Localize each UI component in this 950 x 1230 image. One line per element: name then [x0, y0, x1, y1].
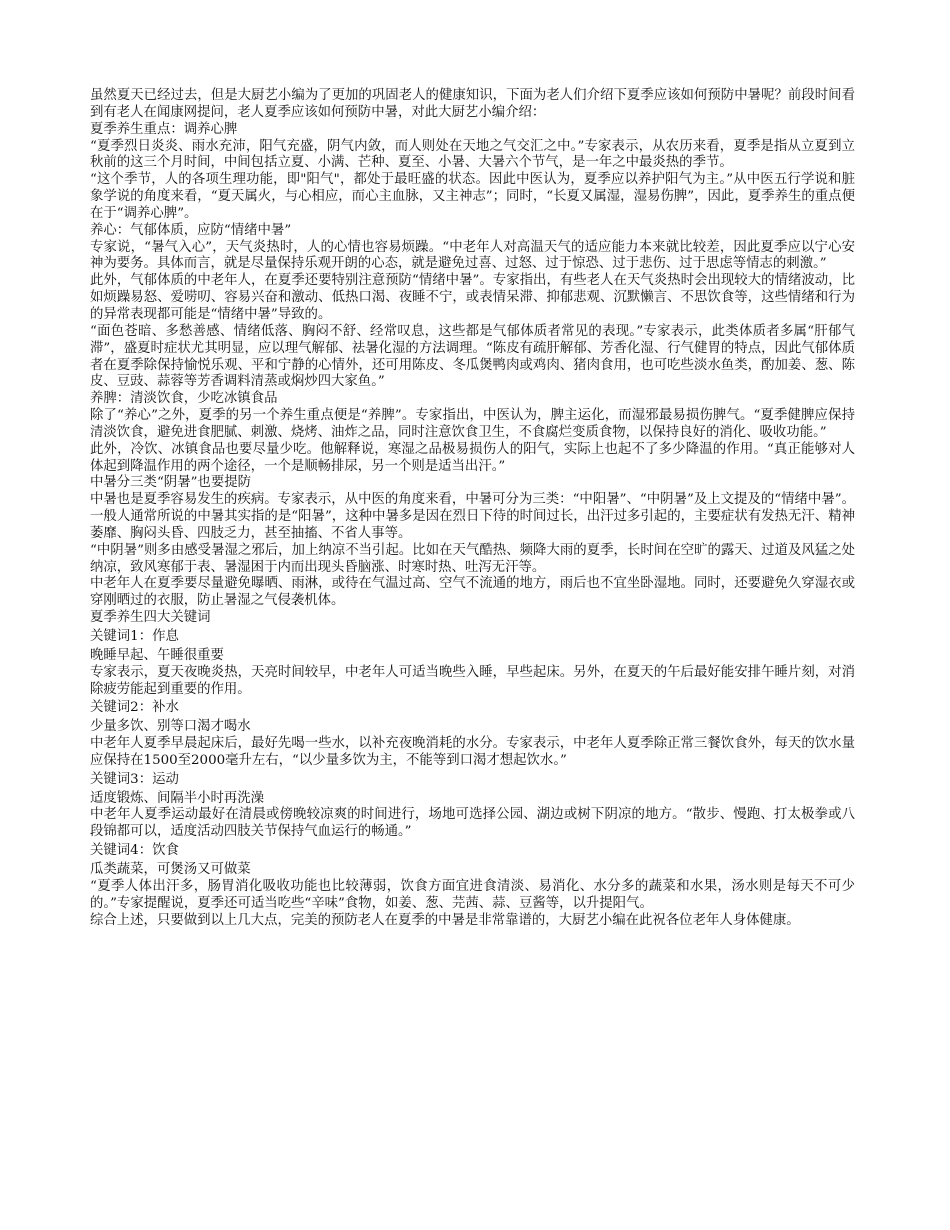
paragraph: “这个季节，人的各项生理功能，即"阳气"，都处于最旺盛的状态。因此中医认为，夏季应以养护阳气为主。”从中医五行学说和脏象学说的角度来看，“夏天属火，与心相应，而心主血脉，又主神志”；同时，“长夏又属湿，湿易伤脾”，因此，夏季养生的重点便在于“调养心脾”。 — [90, 172, 855, 221]
keyword-heading-4: 关键词4：饮食 — [90, 843, 179, 859]
paragraph: 中老年人夏季早晨起床后，最好先喝一些水，以补充夜晚消耗的水分。专家表示，中老年人夏季除正常三餐饮食外，每天的饮水量应保持在1500至2000毫升左右，“以少量多饮为主，不能等到口渴才想起饮水。” — [90, 736, 855, 768]
paragraph: “面色苍暗、多愁善感、情绪低落、胸闷不舒、经常叹息，这些都是气郁体质者常见的表现。”专家表示，此类体质者多属“肝郁气滞”，盛夏时症状尤其明显，应以理气解郁、祛暑化湿的方法调理。“陈皮有疏肝解郁、芳香化湿、行气健胃的特点，因此气郁体质者在夏季除保持愉悦乐观、平和宁静的心情外，还可用陈皮、冬瓜煲鸭肉或鸡肉、猪肉食用，也可吃些淡水鱼类，酌加姜、葱、陈皮、豆豉、蒜蓉等芳香调料清蒸或焖炒四大家鱼。” — [90, 323, 855, 390]
keyword-subheading-4: 瓜类蔬菜，可煲汤又可做菜 — [90, 861, 251, 877]
section-heading-summer-focus: 夏季养生重点：调养心脾 — [90, 121, 238, 137]
paragraph: “夏季人体出汗多，肠胃消化吸收功能也比较薄弱，饮食方面宜进食清淡、易消化、水分多的蔬菜和水果，汤水则是每天不可少的。”专家提醒说，夏季还可适当吃些“辛味”食物，如姜、葱、芫茜、蒜、豆酱等，以升提阳气。 — [90, 878, 855, 911]
intro-paragraph: 虽然夏天已经过去，但是大厨艺小编为了更加的巩固老人的健康知识，下面为老人们介绍下夏季应该如何预防中暑呢？前段时间看到有老人在闻康网提问，老人夏季应该如何预防中暑，对此大厨艺小编介绍： — [90, 88, 855, 120]
section-heading-nourish-spleen: 养脾：清淡饮食，少吃冰镇食品 — [90, 391, 278, 407]
keyword-heading-1: 关键词1：作息 — [90, 629, 179, 644]
keyword-subheading-1: 晚睡早起、午睡很重要 — [90, 647, 224, 663]
keyword-heading-2: 关键词2：补水 — [90, 700, 179, 716]
paragraph: 中暑也是夏季容易发生的疾病。专家表示，从中医的角度来看，中暑可分为三类：“中阳暑”、“中阴暑”及上文提及的“情绪中暑”。一般人通常所说的中暑其实指的是“阳暑”，这种中暑多是因在烈日下待的时间过长，出汗过多引起的，主要症状有发热无汗、精神萎靡、胸闷头昏、四肢乏力，甚至抽搐、不省人事等。 — [90, 492, 855, 541]
paragraph: “中阴暑”则多由感受暑湿之邪后，加上纳凉不当引起。比如在天气酷热、频降大雨的夏季，长时间在空旷的露天、过道及风猛之处纳凉，致风寒郁于表、暑湿困于内而出现头昏脑涨、时寒时热、吐泻无汗等。 — [90, 542, 855, 575]
paragraph: 除了“养心”之外，夏季的另一个养生重点便是“养脾”。专家指出，中医认为，脾主运化，而湿邪最易损伤脾气。“夏季健脾应保持清淡饮食，避免进食肥腻、刺激、烧烤、油炸之品，同时注意饮食卫生，不食腐烂变质食物，以保持良好的消化、吸收功能。” — [90, 408, 855, 440]
section-heading-nourish-heart: 养心：气郁体质，应防“情绪中暑” — [90, 222, 292, 238]
paragraph: 此外，冷饮、冰镇食品也要尽量少吃。他解释说，寒湿之品极易损伤人的阳气，实际上也起不了多少降温的作用。“真正能够对人体起到降温作用的两个途径，一个是顺畅排尿，另一个则是适当出汗。” — [90, 441, 855, 474]
keyword-heading-3: 关键词3：运动 — [90, 771, 179, 787]
keyword-subheading-2: 少量多饮、别等口渴才喝水 — [90, 719, 251, 735]
conclusion-paragraph: 综合上述，只要做到以上几大点，完美的预防老人在夏季的中暑是非常靠谱的，大厨艺小编在此祝各位老年人身体健康。 — [90, 912, 800, 928]
paragraph: 中老年人在夏季要尽量避免曝晒、雨淋，或待在气温过高、空气不流通的地方，雨后也不宜坐卧湿地。同时，还要避免久穿湿衣或穿刚晒过的衣服，防止暑湿之气侵袭机体。 — [90, 576, 855, 609]
paragraph: 专家表示，夏天夜晚炎热，天亮时间较早，中老年人可适当晚些入睡，早些起床。另外，在夏天的午后最好能安排午睡片刻，对消除疲劳能起到重要的作用。 — [90, 664, 855, 697]
keyword-subheading-3: 适度锻炼、间隔半小时再洗澡 — [90, 790, 265, 806]
paragraph: “夏季烈日炎炎、雨水充沛，阳气充盛，阴气内敛，而人则处在天地之气交汇之中。”专家表示，从农历来看，夏季是指从立夏到立秋前的这三个月时间，中间包括立夏、小满、芒种、夏至、小暑、大暑六个节气，是一年之中最炎热的季节。 — [90, 138, 855, 171]
article-body — [90, 88, 855, 929]
section-heading-heatstroke-types: 中暑分三类“阴暑”也要提防 — [90, 475, 251, 491]
section-heading-four-keywords: 夏季养生四大关键词 — [90, 610, 211, 626]
paragraph: 中老年人夏季运动最好在清晨或傍晚较凉爽的时间进行，场地可选择公园、湖边或树下阴凉的地方。“散步、慢跑、打太极拳或八段锦都可以，适度活动四肢关节保持气血运行的畅通。” — [90, 807, 855, 840]
paragraph: 专家说，“暑气入心”，天气炎热时，人的心情也容易烦躁。“中老年人对高温天气的适应能力本来就比较差，因此夏季应以宁心安神为要务。具体而言，就是尽量保持乐观开朗的心态，就是避免过喜、过怒、过于惊恐、过于悲伤、过于思虑等情志的刺激。” — [90, 239, 855, 272]
paragraph: 此外，气郁体质的中老年人，在夏季还要特别注意预防“情绪中暑”。专家指出，有些老人在天气炎热时会出现较大的情绪波动，比如烦躁易怒、爱唠叨、容易兴奋和激动、低热口渴、夜睡不宁，或表情呆滞、抑郁悲观、沉默懒言、不思饮食等，这些情绪和行为的异常表现都可能是“情绪中暑”导致的。 — [90, 273, 855, 322]
